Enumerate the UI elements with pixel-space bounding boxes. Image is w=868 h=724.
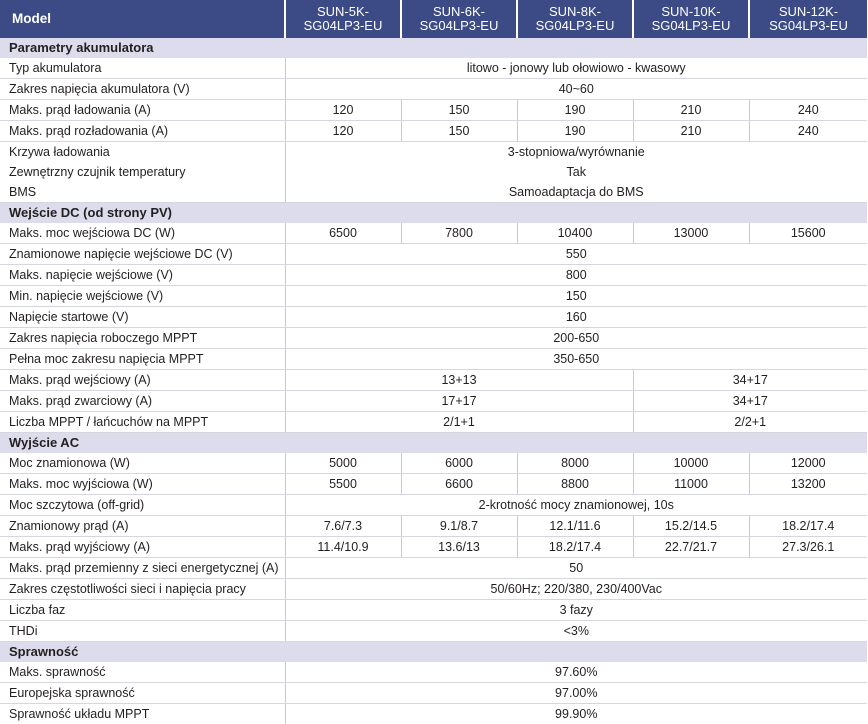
row-value: 40~60: [285, 79, 867, 100]
row-value: 2-krotność mocy znamionowej, 10s: [285, 495, 867, 516]
row-temp-sensor: [0, 162, 867, 182]
row-label: Zewnętrzny czujnik temperatury: [0, 162, 285, 182]
row-bms: [0, 182, 867, 203]
row-max-output-current: [0, 537, 867, 558]
row-value: 120: [285, 121, 401, 142]
row-rated-power: [0, 453, 867, 474]
row-rated-current: [0, 516, 867, 537]
row-value: 10400: [517, 223, 633, 244]
row-value: 2/1+1: [285, 412, 633, 433]
row-label: Maks. prąd ładowania (A): [0, 100, 285, 121]
row-label: Napięcie startowe (V): [0, 307, 285, 328]
row-value: 3 fazy: [285, 600, 867, 621]
row-label: Maks. moc wejściowa DC (W): [0, 223, 285, 244]
row-value: 7800: [401, 223, 517, 244]
row-label: Min. napięcie wejściowe (V): [0, 286, 285, 307]
row-thdi: [0, 621, 867, 642]
row-value: 190: [517, 121, 633, 142]
row-value: 6600: [401, 474, 517, 495]
row-value: 160: [285, 307, 867, 328]
row-value: 34+17: [633, 370, 867, 391]
row-label: Liczba faz: [0, 600, 285, 621]
row-value: 99.90%: [285, 704, 867, 724]
row-value: 11.4/10.9: [285, 537, 401, 558]
row-label: Zakres napięcia roboczego MPPT: [0, 328, 285, 349]
row-label: Sprawność układu MPPT: [0, 704, 285, 724]
section-efficiency: [0, 642, 867, 663]
row-label: Maks. sprawność: [0, 662, 285, 683]
row-value: 12.1/11.6: [517, 516, 633, 537]
row-value: 22.7/21.7: [633, 537, 749, 558]
row-value: 200-650: [285, 328, 867, 349]
row-label: Maks. moc wyjściowa (W): [0, 474, 285, 495]
row-value: 8800: [517, 474, 633, 495]
row-value: 97.60%: [285, 662, 867, 683]
row-value: 50: [285, 558, 867, 579]
row-value: 6000: [401, 453, 517, 474]
row-label: Maks. napięcie wejściowe (V): [0, 265, 285, 286]
row-value: 6500: [285, 223, 401, 244]
row-value: 11000: [633, 474, 749, 495]
row-value: 150: [401, 100, 517, 121]
row-label: Maks. prąd zwarciowy (A): [0, 391, 285, 412]
row-label: Zakres napięcia akumulatora (V): [0, 79, 285, 100]
row-max-short-current: [0, 391, 867, 412]
row-value: 10000: [633, 453, 749, 474]
row-value: 34+17: [633, 391, 867, 412]
row-value: 150: [285, 286, 867, 307]
row-value: 27.3/26.1: [749, 537, 867, 558]
row-value: 8000: [517, 453, 633, 474]
row-value: 15600: [749, 223, 867, 244]
row-value: 12000: [749, 453, 867, 474]
row-label: Zakres częstotliwości sieci i napięcia pracy: [0, 579, 285, 600]
row-mppt-range: [0, 328, 867, 349]
row-label: Maks. prąd wejściowy (A): [0, 370, 285, 391]
section-ac: [0, 433, 867, 454]
row-start-voltage: [0, 307, 867, 328]
row-min-input-voltage: [0, 286, 867, 307]
row-max-discharge: [0, 121, 867, 142]
row-value: 7.6/7.3: [285, 516, 401, 537]
row-max-output-power: [0, 474, 867, 495]
model-name: SUN-12K- SG04LP3-EU: [749, 0, 867, 38]
row-value: 9.1/8.7: [401, 516, 517, 537]
row-euro-efficiency: [0, 683, 867, 704]
row-value: 240: [749, 121, 867, 142]
row-charge-curve: [0, 142, 867, 163]
section-dc: [0, 203, 867, 224]
row-battery-voltage: [0, 79, 867, 100]
row-value: 210: [633, 100, 749, 121]
row-max-input-current: [0, 370, 867, 391]
row-label: Liczba MPPT / łańcuchów na MPPT: [0, 412, 285, 433]
row-label: Maks. prąd przemienny z sieci energetycznej (A): [0, 558, 285, 579]
row-label: BMS: [0, 182, 285, 203]
row-value: 13.6/13: [401, 537, 517, 558]
row-value: 3-stopniowa/wyrównanie: [285, 142, 867, 163]
row-mppt-efficiency: [0, 704, 867, 724]
row-value: 240: [749, 100, 867, 121]
row-value: 18.2/17.4: [517, 537, 633, 558]
row-value: 350-650: [285, 349, 867, 370]
row-label: Pełna moc zakresu napięcia MPPT: [0, 349, 285, 370]
row-value: 13+13: [285, 370, 633, 391]
row-label: Moc szczytowa (off-grid): [0, 495, 285, 516]
row-label: Typ akumulatora: [0, 58, 285, 79]
row-label: Moc znamionowa (W): [0, 453, 285, 474]
row-value: 13000: [633, 223, 749, 244]
row-label: Znamionowe napięcie wejściowe DC (V): [0, 244, 285, 265]
model-name: SUN-6K- SG04LP3-EU: [401, 0, 517, 38]
row-value: 210: [633, 121, 749, 142]
row-value: Tak: [285, 162, 867, 182]
row-peak-power: [0, 495, 867, 516]
row-value: 5500: [285, 474, 401, 495]
row-rated-dc-voltage: [0, 244, 867, 265]
row-value: 150: [401, 121, 517, 142]
row-value: 50/60Hz; 220/380, 230/400Vac: [285, 579, 867, 600]
row-value: 15.2/14.5: [633, 516, 749, 537]
row-label: Maks. prąd wyjściowy (A): [0, 537, 285, 558]
model-name: SUN-10K- SG04LP3-EU: [633, 0, 749, 38]
row-value: 97.00%: [285, 683, 867, 704]
row-max-input-power: [0, 223, 867, 244]
row-value: 800: [285, 265, 867, 286]
row-label: Maks. prąd rozładowania (A): [0, 121, 285, 142]
row-label: Krzywa ładowania: [0, 142, 285, 163]
row-phases: [0, 600, 867, 621]
row-max-efficiency: [0, 662, 867, 683]
row-full-load-range: [0, 349, 867, 370]
row-value: 190: [517, 100, 633, 121]
row-label: THDi: [0, 621, 285, 642]
row-label: Znamionowy prąd (A): [0, 516, 285, 537]
row-value: 120: [285, 100, 401, 121]
row-value: Samoadaptacja do BMS: [285, 182, 867, 203]
row-freq-range: [0, 579, 867, 600]
header-row: [0, 0, 867, 38]
row-value: 17+17: [285, 391, 633, 412]
row-max-charge: [0, 100, 867, 121]
model-header: Model: [0, 0, 285, 38]
section-title: Wejście DC (od strony PV): [0, 203, 867, 224]
row-grid-current: [0, 558, 867, 579]
row-value: 18.2/17.4: [749, 516, 867, 537]
row-value: 550: [285, 244, 867, 265]
row-label: Europejska sprawność: [0, 683, 285, 704]
section-battery: [0, 38, 867, 58]
model-name: SUN-8K- SG04LP3-EU: [517, 0, 633, 38]
row-value: 2/2+1: [633, 412, 867, 433]
section-title: Wyjście AC: [0, 433, 867, 454]
section-title: Parametry akumulatora: [0, 38, 867, 58]
row-max-input-voltage: [0, 265, 867, 286]
section-title: Sprawność: [0, 642, 867, 663]
model-name: SUN-5K- SG04LP3-EU: [285, 0, 401, 38]
row-value: 13200: [749, 474, 867, 495]
row-value: litowo - jonowy lub ołowiowo - kwasowy: [285, 58, 867, 79]
row-mppt-strings: [0, 412, 867, 433]
row-value: 5000: [285, 453, 401, 474]
row-value: <3%: [285, 621, 867, 642]
row-battery-type: [0, 58, 867, 79]
